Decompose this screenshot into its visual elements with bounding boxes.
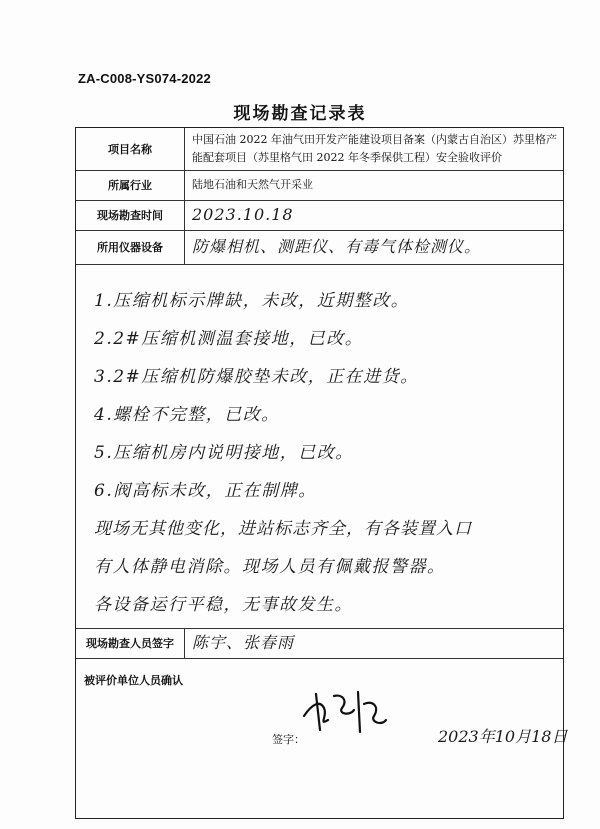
survey-time-value: 2023.10.18 [192, 205, 294, 224]
instruments-value: 防爆相机、测距仪、有毒气体检测仪。 [192, 237, 482, 256]
note-line: 1.压缩机标示牌缺，未改，近期整改。 [94, 291, 410, 311]
row-label: 所用仪器设备 [76, 230, 185, 264]
row-surveyor-signature [76, 628, 563, 659]
row-label: 现场勘查时间 [76, 200, 185, 230]
row-instruments [76, 230, 563, 265]
row-label: 现场勘查人员签字 [76, 628, 185, 658]
confirmation-date: 2023年10月18日 [438, 727, 568, 746]
handwritten-signature-mark [298, 686, 388, 738]
row-survey-time [76, 200, 563, 231]
note-line: 3.2#压缩机防爆胶垫未改，正在进货。 [94, 367, 419, 387]
note-line: 6.阀高标未改，正在制牌。 [94, 481, 317, 501]
row-project-name [76, 128, 563, 171]
note-line: 各设备运行平稳，无事故发生。 [94, 595, 353, 615]
row-label: 项目名称 [76, 128, 185, 170]
survey-record-form [75, 127, 568, 819]
note-line: 5.压缩机房内说明接地，已改。 [94, 443, 354, 463]
survey-notes [76, 264, 563, 629]
signature-label: 签字： [272, 733, 305, 746]
confirmation-section [76, 658, 568, 818]
surveyor-signatures: 陈宇、张春雨 [192, 633, 295, 652]
note-line: 现场无其他变化，进站标志齐全，有各装置入口 [94, 519, 472, 539]
row-industry [76, 170, 563, 201]
note-line: 4.螺栓不完整，已改。 [94, 405, 280, 425]
note-line: 2.2#压缩机测温套接地，已改。 [94, 329, 364, 349]
page-title: 现场勘查记录表 [233, 104, 367, 124]
project-name-value: 中国石油 2022 年油气田开发产能建设项目备案（内蒙古自治区）苏里格产能配套项目（苏里格气田 2022 年冬季保供工程）安全验收评价 [192, 133, 557, 164]
document-code: ZA-C008-YS074-2022 [78, 71, 211, 86]
row-label: 所属行业 [76, 170, 185, 200]
note-line: 有人体静电消除。现场人员有佩戴报警器。 [94, 557, 446, 577]
confirmation-label: 被评价单位人员确认 [84, 674, 183, 687]
industry-value: 陆地石油和天然气开采业 [192, 178, 313, 191]
